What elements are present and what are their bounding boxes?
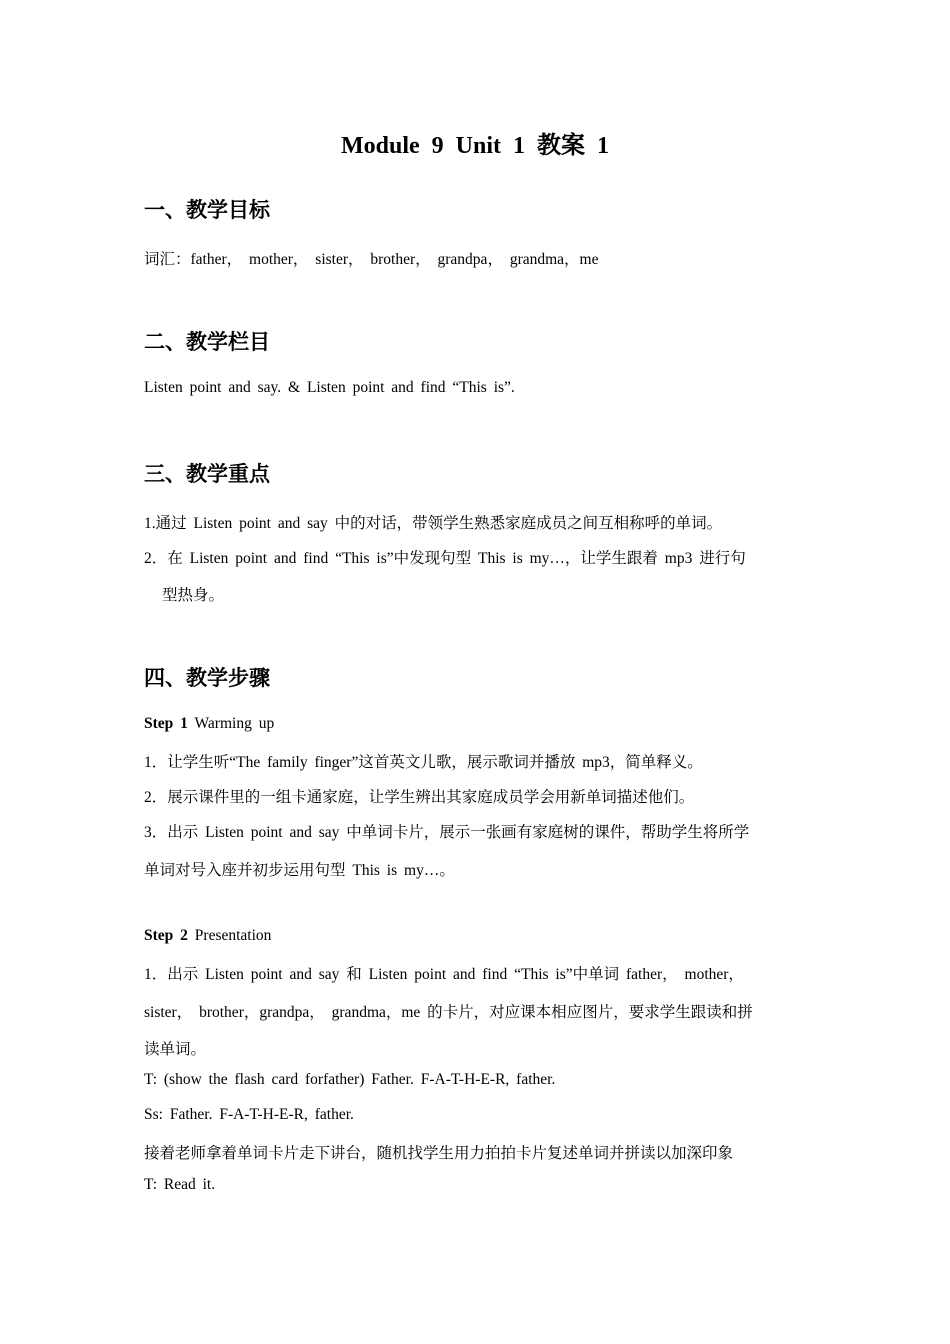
step-2-header [144, 927, 271, 945]
step-2-note: 接着老师拿着单词卡片走下讲台，随机找学生用力拍拍卡片复述单词并拼读以加深印象 [144, 1145, 734, 1162]
step-1-item-3-line-2: 单词对号入座并初步运用句型 This is my…。 [144, 862, 455, 879]
step-2-title: Presentation [194, 927, 272, 944]
step-2-dialog-2: Ss: Father. F-A-T-H-E-R, father. [144, 1106, 354, 1123]
step-2-label: Step 2 [144, 927, 188, 944]
columns-text: Listen point and say. & Listen point and find “This is”. [144, 379, 515, 396]
step-2-item-1-line-3: 读单词。 [144, 1041, 207, 1058]
focus-item-2-line-2: 型热身。 [162, 587, 225, 604]
heading-steps: 四、教学步骤 [144, 666, 270, 690]
step-1-header [144, 715, 274, 733]
step-1-item-3-line-1: 3．出示 Listen point and say 中单词卡片，展示一张画有家庭树的课件，帮助学生将所学 [144, 824, 750, 841]
step-1-item-2: 2．展示课件里的一组卡通家庭，让学生辨出其家庭成员学会用新单词描述他们。 [144, 789, 695, 806]
step-2-item-1-line-1: 1．出示 Listen point and say 和 Listen point and find “This is”中单词 father， mother， [144, 966, 744, 983]
step-1-title: Warming up [194, 715, 275, 732]
step-2-item-1-line-2: sister， brother，grandpa， grandma，me 的卡片，对应课本相应图片，要求学生跟读和拼 [144, 1004, 753, 1021]
heading-goals: 一、教学目标 [144, 198, 270, 222]
goals-vocab: 词汇：father， mother， sister， brother， grandpa， grandma，me [144, 251, 599, 268]
heading-columns: 二、教学栏目 [144, 330, 270, 354]
page-title: Module 9 Unit 1 教案 1 [340, 133, 609, 159]
step-2-dialog-3: T: Read it. [144, 1176, 216, 1193]
step-2-dialog-1: T: (show the flash card forfather) Father. F-A-T-H-E-R, father. [144, 1071, 556, 1088]
step-1-label: Step 1 [144, 715, 188, 732]
step-1-item-1: 1．让学生听“The family finger”这首英文儿歌，展示歌词并播放 mp3，简单释义。 [144, 754, 703, 771]
focus-item-1: 1.通过 Listen point and say 中的对话，带领学生熟悉家庭成员之间互相称呼的单词。 [144, 515, 723, 532]
heading-focus: 三、教学重点 [144, 462, 270, 486]
focus-item-2-line-1: 2．在 Listen point and find “This is”中发现句型 This is my…，让学生跟着 mp3 进行句 [144, 550, 746, 567]
